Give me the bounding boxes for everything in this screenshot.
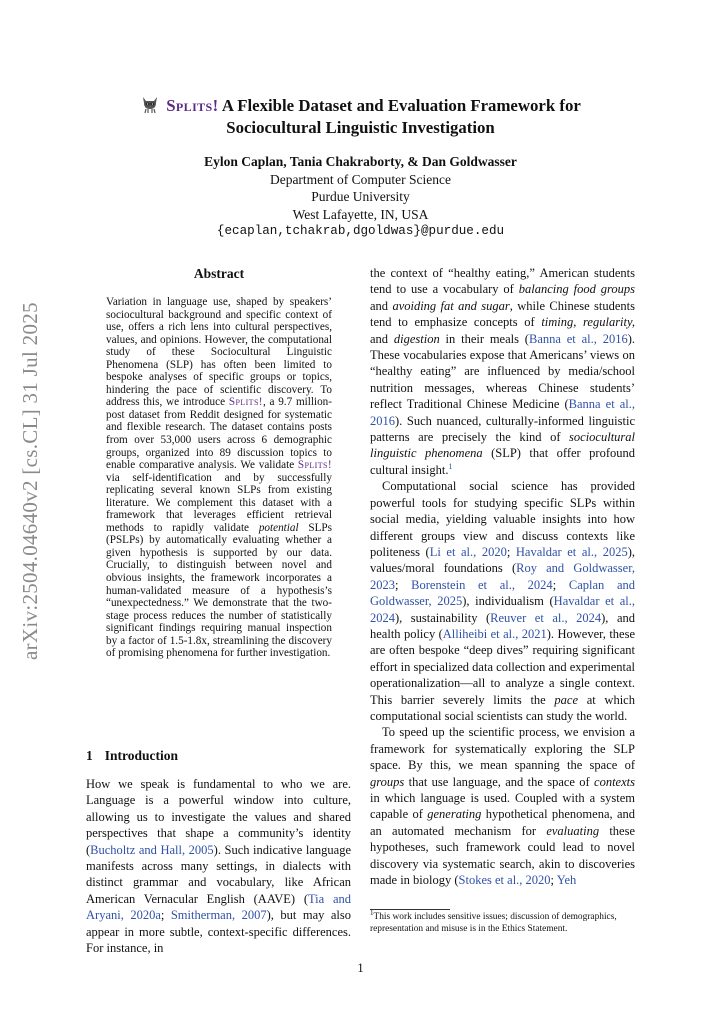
title-line2: Sociocultural Linguistic Investigation (226, 117, 495, 137)
body-text: How we speak is fundamental to who we are. Language is a powerful window into culture, allowing us to investigate the values and shared perspectives that shape a community’s identity ( (86, 777, 351, 857)
citation-link[interactable]: Stokes et al., 2020 (458, 873, 551, 888)
citation-link[interactable]: Bucholtz and Hall, 2005 (90, 842, 214, 857)
body-text: (SLP) that offer profound cultural insight. (370, 446, 635, 477)
right-column (370, 265, 635, 888)
citation-link[interactable]: Borenstein et al., 2024 (411, 577, 553, 592)
paragraph (370, 724, 635, 888)
emphasis: sociocultural linguistic phenomena (370, 430, 635, 461)
emphasis: timing, regularity, (541, 315, 635, 330)
body-text: and (370, 331, 394, 346)
emphasis: pace (554, 692, 579, 707)
paper-title (100, 94, 621, 138)
author-names: Eylon Caplan, Tania Chakraborty, & Dan Goldwasser (204, 154, 517, 169)
emphasis: digestion (393, 331, 440, 346)
brand-name: Splits! (166, 96, 219, 115)
citation-link[interactable]: Havaldar et al., 2024 (370, 594, 635, 625)
footnote-mark: 1 (370, 908, 374, 917)
section-title: Introduction (104, 748, 179, 763)
body-text: the context of “healthy eating,” American students tend to use a vocabulary of (370, 266, 635, 297)
emphasis: contexts (594, 774, 635, 789)
university: Purdue University (311, 189, 410, 204)
citation-link[interactable]: Alliheibi et al., 2021 (442, 626, 547, 641)
body-text: in which language is used. Coupled with a system capable of (370, 791, 635, 822)
body-text: ), sustainability ( (395, 610, 491, 625)
citation-link[interactable]: Tia and Aryani, 2020a (86, 891, 351, 923)
body-text: hypothetical phenomena, and an automated mechanism for (370, 807, 636, 838)
body-text: To speed up the scientific process, we envision a framework for systematically exploring the SLP space. By this, we mean spanning the space of (370, 725, 635, 773)
raccoon-logo-icon (140, 94, 160, 114)
body-text: ; (160, 908, 171, 923)
author-emails: {ecaplan,tchakrab,dgoldwas}@purdue.edu (216, 224, 505, 238)
paragraph (370, 478, 635, 724)
body-text: ). Such indicative language manifests across many settings, in dialects with distinct grammar and vocabulary, like African American Vernacular English (AAVE) ( (86, 842, 351, 906)
footnote-text: This work includes sensitive issues; discussion of demographics, representation and misuse is in the Ethics Statement. (370, 912, 617, 934)
citation-link[interactable]: Roy and Goldwasser, 2023 (370, 561, 635, 592)
body-text: these hypotheses, such framework could lead to novel discovery via systematic search, akin to discoveries made in biology ( (370, 823, 635, 888)
citation-link[interactable]: Yeh (556, 873, 577, 888)
citation-link[interactable]: Smitherman, 2007 (170, 908, 267, 923)
body-text: ), values/moral foundations ( (370, 544, 635, 576)
body-text: ), and health policy ( (370, 610, 635, 641)
citation-link[interactable]: Banna et al., 2016 (528, 331, 628, 346)
department: Department of Computer Science (269, 171, 452, 187)
emphasis: avoiding fat and sugar (392, 298, 510, 313)
footnote-divider (370, 909, 450, 910)
body-text: ; (506, 544, 516, 559)
arxiv-watermark: arXiv:2504.04640v2 [cs.CL] 31 Jul 2025 (18, 302, 42, 660)
abstract-text: via self-identification and by successfully replicating several known SLPs from existing literature. We complement this dataset with a framework that leverages efficient retrieval methods to rapidly validate (106, 471, 332, 534)
abstract-emphasis: potential (258, 521, 299, 534)
emphasis: generating (427, 807, 482, 822)
body-text: Computational social science has provided powerful tools for studying specific SLPs within social media, yielding valuable insights into how different groups view and discuss contexts like politeness ( (370, 479, 635, 559)
body-text: at which computational social scientists can study the world. (370, 692, 635, 723)
abstract-text: Variation in language use, shaped by speakers’ sociocultural background and specific context of use, offers a rich lens into cultural perspectives, values, and opinions. However, the computational study of these Sociocultural Linguistic Phenomena (SLP) has often been limited to bespoke analyses of specific groups or topics, hindering the pace of scientific discovery. To address this, we introduce (106, 296, 332, 409)
abstract-body (106, 296, 332, 660)
body-text: that use language, and the space of (404, 774, 595, 789)
body-text: ). These vocabularies expose that Americans’ views on “healthy eating” are influenced by media/school nutrition messages, whereas Chinese students’ reflect Traditional Chinese Medicine ( (370, 331, 635, 412)
abstract-heading: Abstract (193, 266, 245, 281)
paragraph (370, 265, 635, 478)
author-block (0, 153, 721, 241)
emphasis: groups (370, 774, 405, 789)
body-text: ), individualism ( (462, 594, 554, 609)
brand-name: Splits! (297, 459, 332, 472)
body-text: in their meals ( (439, 331, 529, 346)
title-line1: A Flexible Dataset and Evaluation Framework for (218, 96, 581, 115)
citation-link[interactable]: Caplan and Goldwasser, 2025 (370, 577, 635, 609)
page-number: 1 (357, 961, 364, 975)
citation-link[interactable]: Reuver et al., 2024 (490, 610, 602, 625)
citation-link[interactable]: Havaldar et al., 2025 (515, 544, 628, 559)
footnote-marker[interactable]: 1 (448, 461, 453, 471)
body-text: and (370, 298, 393, 313)
location: West Lafayette, IN, USA (292, 206, 429, 222)
citation-link[interactable]: Banna et al., 2016 (370, 397, 635, 428)
brand-name: Splits! (228, 396, 263, 409)
body-text: ), but may also appear in more subtle, context-specific differences. For instance, in (86, 908, 351, 956)
section-number: 1 (86, 748, 93, 763)
body-text: ; (552, 577, 569, 592)
citation-link[interactable]: Li et al., 2020 (429, 544, 507, 559)
emphasis: balancing food groups (518, 282, 635, 297)
body-text: ; (395, 577, 412, 592)
emphasis: evaluating (546, 823, 600, 838)
abstract-text: SLPs (PSLPs) by automatically evaluating whether a given hypothesis is supported by our data. Crucially, to distinguish between novel and obvious insights, the framework incorporates a human-validated measure of a hypothesis’s “unexpectedness.” We demonstrate that the two-stage process reduces the number of statistically significant findings requiring manual inspection by a factor of 1.5-1.8x, streamlining the discovery of promising phenomena for further investigation. (106, 521, 332, 660)
body-text: ; (550, 873, 557, 888)
intro-paragraph (86, 776, 351, 956)
body-text: ). However, these are often bespoke “deep dives” requiring significant effort in specialized data collection and experimental operationalization—all to analyze a single context. This barrier severely limits the (370, 626, 636, 707)
body-text: ). Such nuanced, culturally-informed linguistic patterns are precisely the kind of (370, 413, 635, 445)
section-heading (86, 748, 178, 764)
body-text: , while Chinese students tend to emphasize concepts of (370, 298, 635, 330)
abstract-text: , a 9.7 million-post dataset from Reddit designed for systematic and flexible research. The dataset contains posts from over 53,000 users across 6 demographic groups, organized into 89 discussion topics to enable comparative analysis. We validate (106, 396, 333, 472)
footnote (370, 908, 640, 935)
